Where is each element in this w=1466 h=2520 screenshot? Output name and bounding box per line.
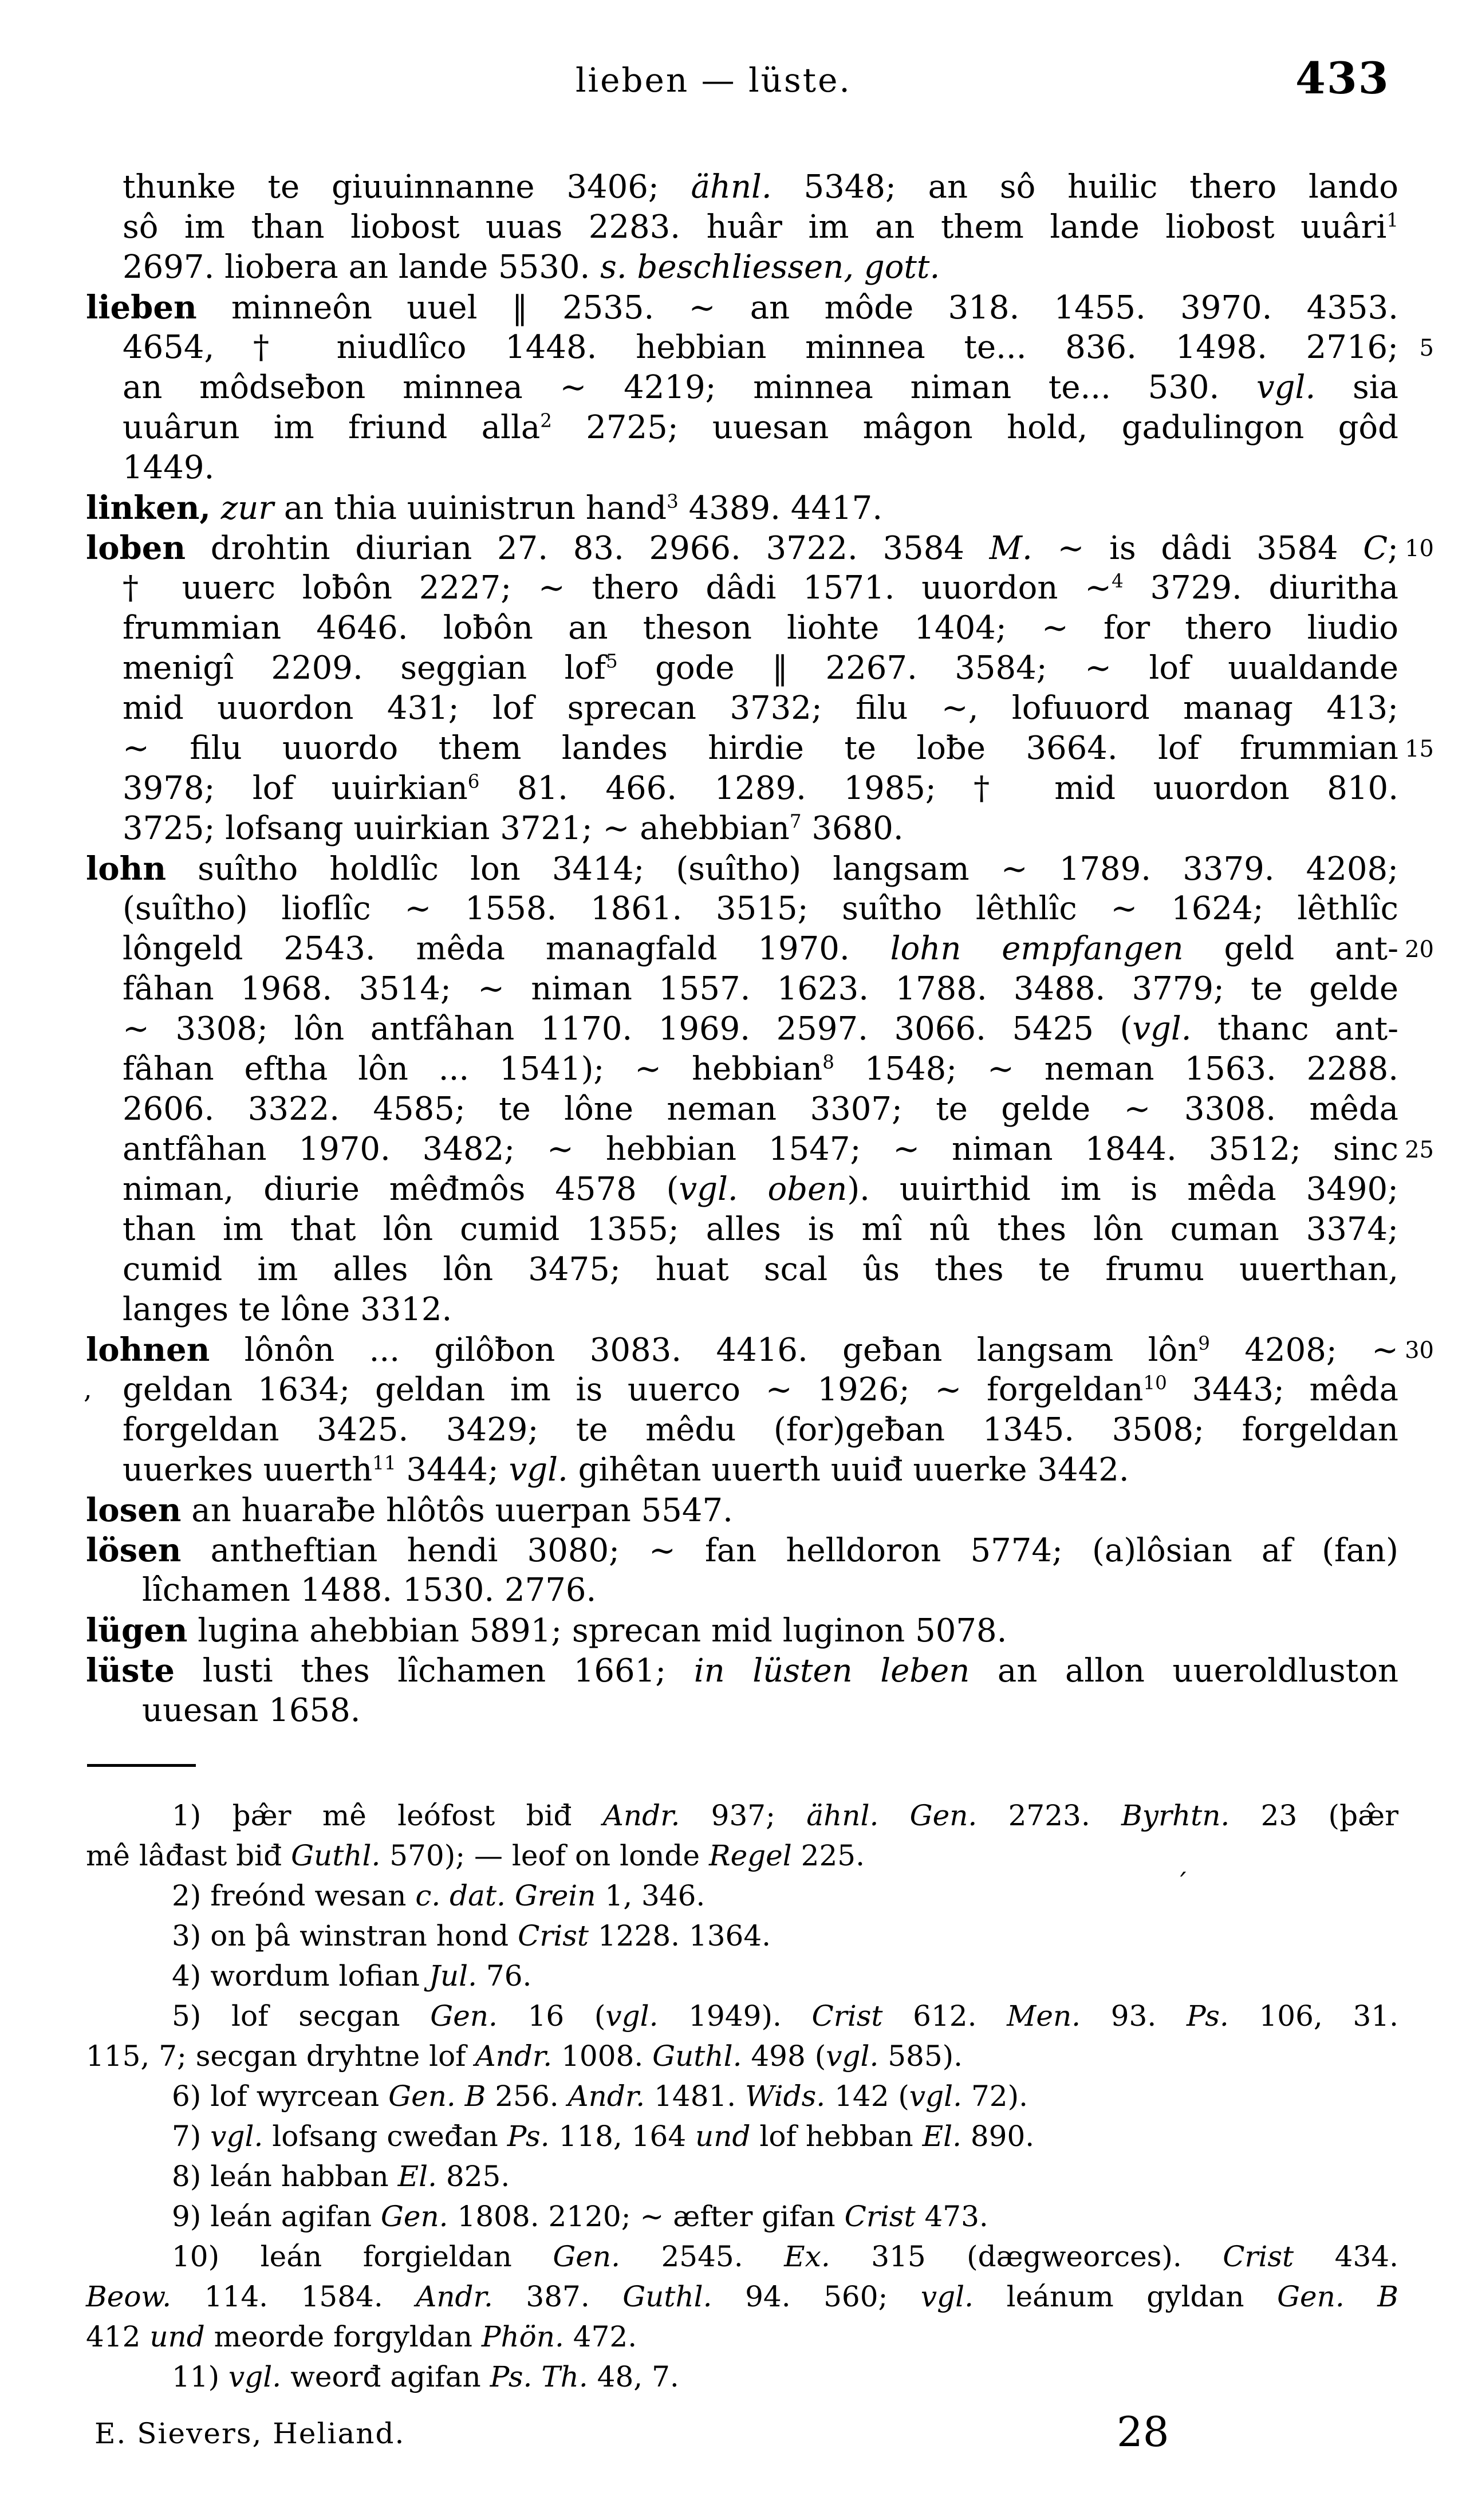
text-segment: 1228. 1364. [588, 1919, 771, 1952]
text-segment: vgl. [920, 2280, 974, 2313]
text-line [86, 1876, 1398, 1916]
text-line [86, 1370, 1398, 1410]
text-segment: uuerth [263, 1451, 373, 1489]
text-segment: lof [527, 649, 606, 687]
text-segment: lohn [86, 850, 167, 888]
text-segment: Beow. [86, 2280, 172, 2313]
text-segment: lohn empfangen [890, 930, 1184, 967]
footnote-reference: 2 [540, 410, 552, 432]
text-segment: El. [922, 2120, 961, 2153]
footnote-reference: 11 [372, 1452, 396, 1474]
text-segment: 16 ( [497, 1999, 606, 2033]
text-segment: 3307; te gelde ∼ 3308. mêda [777, 1090, 1398, 1128]
text-segment: ∼ is dâdi 3584 [1032, 530, 1363, 567]
text-segment: ∼ 3308; lôn antfâhan 1170. 1969. 2597. 3066. 5425 ( [123, 1010, 1133, 1048]
text-segment: vgl. [210, 2120, 263, 2153]
text-segment: lusti thes lîchamen 1661; [175, 1652, 694, 1690]
text-segment: 1949). [658, 1999, 812, 2033]
text-segment: 1, 346. [596, 1879, 706, 1912]
text-segment: Ps. [1186, 1999, 1229, 2033]
text-line [86, 729, 1434, 769]
text-segment: minnea te... 836. 1498. 2716; [766, 329, 1398, 366]
text-segment: Andr. [475, 2039, 553, 2073]
text-line [86, 2317, 1398, 2357]
text-segment: zur [220, 490, 274, 527]
text-segment: lugina ahebbian 5891; sprecan mid luginon 5078. [187, 1612, 1007, 1649]
text-segment: 8) leán habban [172, 2160, 398, 2193]
text-segment: mê lâđast biđ [86, 1839, 291, 1872]
text-segment: suîtho holdlîc lon 3414; (suîtho) langsam ∼ 1789. 3379. 4208; [166, 850, 1398, 888]
text-segment: gode ‖ 2267. 3584; ∼ lof uualdande [617, 649, 1399, 687]
text-segment: an thia uuinistrun hand [274, 490, 667, 527]
text-segment: c. dat. Grein [415, 1879, 596, 1912]
text-segment: ähnl. [691, 168, 772, 206]
text-line [86, 1129, 1434, 1170]
text-segment: drohtin [186, 530, 356, 567]
text-segment: 612. [882, 1999, 1007, 2033]
text-line [86, 2196, 1398, 2236]
scan-speckle: , [84, 1373, 92, 1404]
text-segment: geldan 1634; geldan im is uuerco ∼ 1926; ∼ forgeldan [123, 1371, 1144, 1408]
text-segment: 5) lof secgan [172, 1999, 431, 2033]
text-segment: 94. 560; [712, 2280, 921, 2313]
text-segment: 106, 31. [1228, 1999, 1399, 2033]
text-segment: linken, [86, 489, 211, 527]
text-segment: Ps. Th. [490, 2360, 588, 2393]
text-segment: 473. [915, 2200, 988, 2233]
text-segment: Gen. [380, 2200, 448, 2233]
text-segment: uuirkian [331, 770, 468, 807]
text-segment: antfâhan 1970. 3482; ∼ hebbian 1547; ∼ niman 1844. 3512; sinc [123, 1131, 1398, 1168]
text-segment: Men. [1007, 1999, 1081, 2033]
text-segment: Crist [844, 2200, 916, 2233]
text-segment: thanc ant- [1191, 1010, 1399, 1048]
text-segment: 7) [172, 2120, 211, 2153]
text-line [86, 1836, 1398, 1876]
text-segment: sô im than liobost uuas 2283. huâr im an them lande liobost uuâri [123, 208, 1387, 246]
text-segment: und [695, 2120, 751, 2153]
verse-margin-number: 5 [1419, 335, 1434, 361]
text-segment: Guthl. [622, 2280, 712, 2313]
text-segment: mid uuordon 431; lof sprecan 3732; filu ∼, lofuuord manag 413; [123, 690, 1398, 727]
text-segment: M. [989, 530, 1032, 567]
text-segment: niman, diurie mêđmôs 4578 ( [123, 1171, 679, 1208]
text-segment: niman [910, 369, 1012, 406]
text-segment: Gen. [430, 1999, 498, 2033]
text-line [86, 1916, 1398, 1956]
text-segment [878, 1799, 909, 1832]
text-segment: seggian [400, 649, 527, 687]
text-segment: lüste [86, 1652, 175, 1690]
text-segment: C [1363, 530, 1388, 567]
text-line [86, 1691, 1398, 1731]
text-segment: 570); — leof on londe [380, 1839, 709, 1872]
text-segment: 9) leán agifan [172, 2200, 381, 2233]
running-head [0, 53, 1466, 112]
text-segment: lohnen [86, 1331, 210, 1369]
text-line [86, 769, 1398, 809]
text-segment: 81. 466. 1289. 1985; † mid uuordon 810. [479, 770, 1398, 807]
text-segment: s. beschliessen, gott. [600, 249, 940, 286]
text-segment: in lüsten leben [693, 1652, 970, 1690]
text-line [86, 568, 1398, 608]
text-segment: † uuerc loƀôn 2227; ∼ thero dâdi 1571. uuordon ∼ [123, 569, 1112, 607]
text-segment: Regel [708, 1839, 792, 1872]
text-line [86, 328, 1434, 368]
text-segment: vgl. [605, 1999, 659, 2033]
text-segment: 2725; uuesan mâgon hold, gadulingon gôd [551, 409, 1398, 446]
text-segment: 1548; ∼ neman 1563. 2288. [834, 1050, 1398, 1088]
footnote-reference: 5 [605, 650, 618, 672]
text-line [86, 2116, 1398, 2156]
footer-signature: E. Sievers, Heliand. [94, 2417, 405, 2450]
text-segment: ; [1388, 530, 1398, 567]
text-segment: vgl. [1256, 369, 1316, 406]
text-line [86, 688, 1398, 729]
verse-margin-number: 15 [1405, 736, 1434, 762]
text-segment: 4) wordum lofian [172, 1959, 429, 1993]
text-line [86, 1651, 1398, 1691]
text-segment: 48, 7. [588, 2360, 679, 2393]
text-segment: Gen. B [1277, 2280, 1398, 2313]
text-segment: 225. [791, 1839, 865, 1872]
text-segment: El. [397, 2160, 438, 2193]
text-segment: (suîtho) lioflîc ∼ 1558. 1861. 3515; suîtho lêthlîc ∼ 1624; lêthlîc [123, 890, 1398, 927]
text-segment: 76. [477, 1959, 532, 1993]
text-segment: ). uuirthid im is mêda 3490; [847, 1171, 1399, 1208]
page-number: 433 [1295, 53, 1390, 104]
text-line [86, 1009, 1398, 1049]
footnote-separator-rule [87, 1764, 196, 1767]
text-line [86, 2277, 1398, 2317]
text-line [86, 2357, 1398, 2397]
text-segment: 2545. [620, 2240, 785, 2273]
text-segment: Crist [518, 1919, 589, 1952]
text-segment [211, 490, 221, 527]
text-segment: langes te lône 3312. [123, 1291, 452, 1328]
text-line [86, 1996, 1398, 2036]
text-segment: 890. [961, 2120, 1035, 2153]
text-segment: fâhan 1968. 3514; ∼ niman 1557. 1623. 1788. 3488. 3779; te gelde [123, 970, 1398, 1007]
text-segment: 3978; lof [123, 770, 332, 807]
text-segment: 3443; mêda [1167, 1371, 1398, 1408]
text-line [86, 1210, 1398, 1250]
text-segment: 387. [492, 2280, 623, 2313]
text-segment: Phön. [481, 2320, 564, 2353]
text-line [86, 167, 1398, 207]
text-line [86, 1089, 1398, 1129]
footnote-reference: 6 [467, 770, 480, 793]
text-segment: 5348; an sô huilic thero lando [771, 168, 1398, 206]
text-line [86, 1450, 1398, 1490]
text-segment: 93. [1081, 1999, 1187, 2033]
verse-margin-number: 10 [1405, 536, 1434, 562]
text-segment: antheftian hendi 3080; ∼ fan helldoron 5774; (a)lôsian af (fan) [181, 1532, 1398, 1569]
text-segment: Wids. [745, 2080, 826, 2113]
text-segment: an môdseƀon minnea ∼ 4219; minnea [123, 369, 911, 406]
text-segment: Crist [1223, 2240, 1294, 2273]
text-segment: 2606. 3322. 4585; te lône [123, 1090, 667, 1128]
text-segment: 72). [962, 2080, 1028, 2113]
text-line [86, 969, 1398, 1009]
text-segment: 2723. [977, 1799, 1122, 1832]
text-segment: an huaraƀe hlôtôs uuerpan 5547. [181, 1492, 733, 1529]
text-segment: te... 530. [1011, 369, 1257, 406]
text-line [86, 1570, 1398, 1611]
text-segment: 472. [563, 2320, 637, 2353]
text-segment: 10) leán forgieldan [172, 2240, 553, 2273]
text-line [86, 288, 1398, 328]
text-line [86, 608, 1398, 648]
text-segment: vgl. [826, 2039, 879, 2073]
text-segment: lôngeld 2543. mêda managfald 1970. [123, 930, 890, 967]
text-segment: 2697. liobera an lande 5530. [123, 249, 601, 286]
text-segment: uuârun im friund alla [123, 409, 541, 446]
text-line [86, 1170, 1398, 1210]
text-segment: Gen. [909, 1799, 978, 1832]
text-segment: 1) þæ̂r mê leófost biđ [172, 1799, 603, 1832]
text-segment: lügen [86, 1612, 188, 1649]
text-line [86, 1410, 1398, 1450]
text-segment: neman [667, 1090, 777, 1128]
verse-margin-number: 20 [1405, 936, 1434, 963]
text-segment: Byrhtn. [1121, 1799, 1230, 1832]
text-segment: 27. 83. 2966. 3722. 3584 [472, 530, 990, 567]
text-segment: 4654, † niudlîco 1448. [123, 329, 636, 366]
text-line [86, 488, 1398, 528]
text-segment: ∼ filu uuordo them landes hirdie te loƀe 3664. lof [123, 730, 1240, 767]
text-segment: lof hebban [750, 2120, 923, 2153]
text-line [86, 2076, 1398, 2116]
text-line [86, 1250, 1398, 1290]
text-segment: 3729. diuritha [1123, 569, 1398, 607]
verse-margin-number: 30 [1405, 1337, 1434, 1364]
text-line [86, 2156, 1398, 2196]
footnote-reference: 8 [822, 1051, 834, 1073]
text-segment: Ex. [784, 2240, 830, 2273]
text-line [86, 1611, 1398, 1651]
text-segment: frummian 4646. loƀôn an theson liohte 1404; ∼ for thero liudio [123, 609, 1398, 647]
text-segment: 256. [486, 2080, 568, 2113]
text-segment: 3725; lofsang uuirkian 3721; ∼ [123, 810, 640, 847]
text-segment: 1808. 2120; ∼ æfter gifan [448, 2200, 845, 2233]
verse-margin-number: 25 [1405, 1137, 1434, 1163]
text-segment: Andr. [416, 2280, 493, 2313]
text-segment: 114. 1584. [171, 2280, 416, 2313]
text-segment: lôn [1148, 1332, 1199, 1369]
text-segment: Jul. [428, 1959, 478, 1993]
text-segment: 1481. [645, 2080, 746, 2113]
text-segment: uuesan 1658. [142, 1692, 361, 1729]
text-segment: 937; [680, 1799, 807, 1832]
text-segment: 434. [1294, 2240, 1398, 2273]
text-segment: losen [86, 1491, 182, 1529]
text-segment: 1008. [552, 2039, 653, 2073]
text-line [86, 1049, 1398, 1089]
text-segment: gihêtan uuerth uuiđ uuerke 3442. [568, 1451, 1129, 1489]
text-segment: ahebbian [640, 810, 790, 847]
text-line [86, 528, 1434, 568]
text-segment: fâhan eftha lôn ... 1541); ∼ hebbian [123, 1050, 823, 1088]
page-header-title: lieben — lüste. [576, 61, 852, 100]
text-segment: minneôn [231, 289, 373, 326]
text-segment: Gen. [553, 2240, 620, 2273]
text-segment: 412 [86, 2320, 150, 2353]
text-segment: 4389. 4417. [678, 490, 883, 527]
text-line [86, 1490, 1398, 1530]
text-segment: 3444; [396, 1451, 509, 1489]
text-line [86, 2236, 1398, 2277]
text-line [86, 2036, 1398, 2076]
text-segment: lîchamen 1488. 1530. 2776. [142, 1572, 597, 1609]
text-segment: Ps. [507, 2120, 550, 2153]
text-segment: diurian [355, 530, 472, 567]
glossary-text-block [86, 167, 1434, 1731]
footnotes-block [86, 1796, 1398, 2397]
text-segment: frummian [1239, 730, 1398, 767]
text-segment: 3680. [801, 810, 904, 847]
page-footer [0, 2408, 1466, 2458]
text-segment: loben [86, 529, 186, 567]
text-segment: 23 (þæ̂r [1229, 1799, 1398, 1832]
text-segment: 1449. [123, 449, 215, 486]
text-segment: lieben [86, 289, 197, 326]
sheet-number: 28 [1117, 2408, 1169, 2456]
text-segment: 585). [878, 2039, 963, 2073]
text-segment: sia [1315, 369, 1399, 406]
text-line [86, 929, 1434, 969]
text-segment [197, 289, 231, 326]
footnote-reference: 9 [1198, 1332, 1210, 1354]
text-segment: 115, 7; secgan dryhtne lof [86, 2039, 475, 2073]
text-segment: 118, 164 [549, 2120, 696, 2153]
text-segment: uuel ‖ 2535. ∼ an môde 318. 1455. 3970. 4353. [372, 289, 1398, 326]
text-segment: 4208; ∼ [1209, 1332, 1399, 1369]
text-line [86, 809, 1398, 849]
text-segment: ähnl. [806, 1799, 879, 1832]
text-segment: vgl. oben [679, 1171, 848, 1208]
text-segment: vgl. [909, 2080, 963, 2113]
text-line [86, 1530, 1398, 1570]
text-segment: lösen [86, 1531, 182, 1569]
text-segment: vgl. [509, 1451, 568, 1489]
text-segment: 142 ( [825, 2080, 909, 2113]
text-segment: 3) on þâ winstran hond [172, 1919, 518, 1952]
footnote-reference: 1 [1386, 209, 1398, 231]
text-segment: 6) lof wyrcean [172, 2080, 389, 2113]
footnote-reference: 3 [667, 490, 679, 513]
text-segment: Gen. B [388, 2080, 486, 2113]
text-segment: geld ant- [1183, 930, 1398, 967]
footnote-reference: 10 [1143, 1372, 1167, 1394]
text-line [86, 368, 1398, 408]
text-segment: Crist [811, 1999, 883, 2033]
text-segment: hebbian [636, 329, 767, 366]
footnote-reference: 7 [789, 810, 802, 833]
text-segment: Guthl. [652, 2039, 742, 2073]
text-segment: thunke te giuuinnanne 3406; [123, 168, 691, 206]
text-segment: uuerkes [123, 1451, 263, 1489]
text-line [86, 1796, 1398, 1836]
text-line [86, 648, 1398, 688]
text-segment: Guthl. [291, 1839, 381, 1872]
text-segment: leánum gyldan [974, 2280, 1278, 2313]
text-line [86, 247, 1398, 288]
text-segment: 315 (dægweorces). [830, 2240, 1223, 2273]
text-segment: weorđ agifan [281, 2360, 490, 2393]
text-line [86, 1330, 1434, 1370]
text-segment: lofsang cweđan [263, 2120, 507, 2153]
text-line [86, 849, 1398, 889]
text-segment: 498 ( [742, 2039, 826, 2073]
text-segment: forgeldan 3425. 3429; te mêdu (for)geƀan 1345. 3508; forgeldan [123, 1411, 1398, 1448]
scan-speckle: ´ [1175, 1868, 1188, 1899]
text-line [86, 207, 1398, 247]
text-line [86, 408, 1398, 448]
text-segment: than im that lôn cumid 1355; alles is mî nû thes lôn cuman 3374; [123, 1211, 1398, 1248]
text-segment: cumid im alles lôn 3475; huat scal ûs thes te frumu uuerthan, [123, 1251, 1398, 1288]
text-line [86, 889, 1398, 929]
text-segment: Andr. [602, 1799, 680, 1832]
text-segment: vgl. [1132, 1010, 1192, 1048]
text-line [86, 448, 1398, 488]
text-segment: 825. [437, 2160, 510, 2193]
text-line [86, 1290, 1398, 1330]
text-segment: menigî 2209. [123, 649, 401, 687]
footnote-reference: 4 [1112, 570, 1124, 592]
text-segment: und [149, 2320, 205, 2353]
text-segment: 11) [172, 2360, 229, 2393]
text-segment: lônôn ... gilôƀon 3083. 4416. geƀan langsam [210, 1332, 1148, 1369]
text-segment: an allon uueroldluston [970, 1652, 1399, 1690]
text-segment: 2) freónd wesan [172, 1879, 416, 1912]
text-segment: meorde forgyldan [204, 2320, 482, 2353]
text-line [86, 1956, 1398, 1996]
text-segment: Andr. [568, 2080, 645, 2113]
text-segment: vgl. [228, 2360, 282, 2393]
